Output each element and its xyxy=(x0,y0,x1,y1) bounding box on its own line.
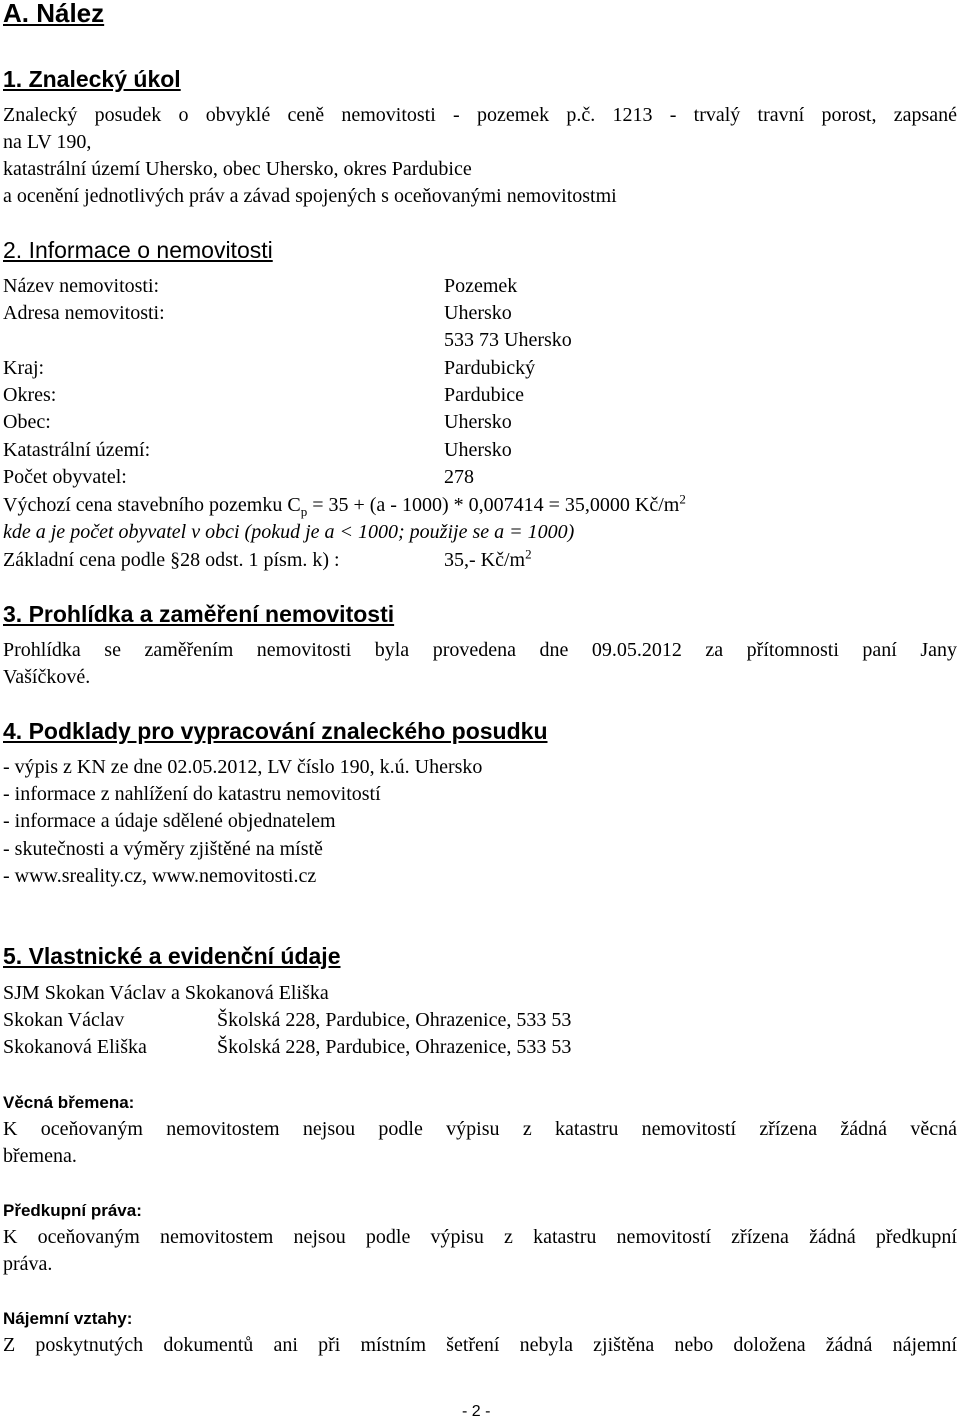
section-2-heading: 2. Informace o nemovitosti xyxy=(3,237,273,263)
preemption-line-1: K oceňovaným nemovitostem nejsou podle výpisu z katastru nemovitostí zřízena žádná předkupní xyxy=(3,1226,957,1248)
section-3-heading: 3. Prohlídka a zaměření nemovitosti xyxy=(3,601,395,627)
section-5-heading: 5. Vlastnické a evidenční údaje xyxy=(3,943,341,969)
preemption-line-2: práva. xyxy=(3,1253,53,1275)
section-4-heading: 4. Podklady pro vypracování znaleckého posudku xyxy=(3,718,548,744)
source-item: - výpis z KN ze dne 02.05.2012, LV číslo 190, k.ú. Uhersko xyxy=(3,756,483,778)
base-price-value: 35,- $Kč/m^2$ xyxy=(444,546,532,571)
info-value: Uhersko xyxy=(444,411,512,433)
lease-heading: Nájemní vztahy: xyxy=(3,1309,133,1328)
info-value: Pardubický xyxy=(444,357,536,379)
info-label: Počet obyvatel: xyxy=(3,466,127,488)
person-name: Skokanová Eliška xyxy=(3,1036,147,1058)
easements-heading: Věcná břemena: xyxy=(3,1093,135,1112)
info-label: Kraj: xyxy=(3,357,45,379)
info-value: Uhersko xyxy=(444,302,512,324)
source-item: - informace a údaje sdělené objednatelem xyxy=(3,810,336,832)
source-item: - www.sreality.cz, www.nemovitosti.cz xyxy=(3,865,317,887)
info-value: 278 xyxy=(444,466,474,488)
section-a-heading: A. Nález xyxy=(3,0,105,28)
owner-line: SJM Skokan Václav a Skokanová Eliška xyxy=(3,982,329,1004)
price-formula: Výchozí cena stavebního pozemku $C_p = 35 + (a - 1000) * 0,007414 = 35,0000$ $Kč/m^2$ xyxy=(3,491,686,519)
task-line-1: Znalecký posudek o obvyklé ceně nemovitosti - pozemek p.č. 1213 - trvalý travní porost, zapsané xyxy=(3,104,957,126)
section-1-heading: 1. Znalecký úkol xyxy=(3,66,181,92)
easements-line-2: břemena. xyxy=(3,1145,77,1167)
info-value: Uhersko xyxy=(444,439,512,461)
inspection-line-1: Prohlídka se zaměřením nemovitosti byla provedena dne 09.05.2012 za přítomnosti paní Jany xyxy=(3,639,957,661)
info-value: 533 73 Uhersko xyxy=(444,329,572,351)
info-label: Obec: xyxy=(3,411,51,433)
preemption-heading: Předkupní práva: xyxy=(3,1201,142,1220)
formula-note: kde a je počet obyvatel v obci (pokud je a < 1000; použije se a = 1000) xyxy=(3,521,575,543)
page-number: - 2 - xyxy=(462,1403,491,1420)
info-value: Pozemek xyxy=(444,275,518,297)
inspection-line-2: Vašíčkové. xyxy=(3,666,91,688)
info-label: Katastrální území: xyxy=(3,439,151,461)
info-value: Pardubice xyxy=(444,384,524,406)
base-price-label: Základní cena podle §28 odst. 1 písm. k) : xyxy=(3,549,340,571)
info-label: Název nemovitosti: xyxy=(3,275,160,297)
info-label: Adresa nemovitosti: xyxy=(3,302,165,324)
info-label: Okres: xyxy=(3,384,57,406)
person-name: Skokan Václav xyxy=(3,1009,125,1031)
source-item: - informace z nahlížení do katastru nemovitostí xyxy=(3,783,381,805)
source-item: - skutečnosti a výměry zjištěné na místě xyxy=(3,838,323,860)
easements-line-1: K oceňovaným nemovitostem nejsou podle výpisu z katastru nemovitostí zřízena žádná věcná xyxy=(3,1118,957,1140)
lease-line-1: Z poskytnutých dokumentů ani při místním šetření nebyla zjištěna nebo doložena žádná nájemní xyxy=(3,1334,957,1356)
task-line-2: na LV 190, xyxy=(3,131,92,153)
task-line-4: a ocenění jednotlivých práv a závad spojených s oceňovanými nemovitostmi xyxy=(3,185,617,207)
person-address: Školská 228, Pardubice, Ohrazenice, 533 53 xyxy=(217,1036,572,1058)
task-line-3: katastrální území Uhersko, obec Uhersko, okres Pardubice xyxy=(3,158,472,180)
person-address: Školská 228, Pardubice, Ohrazenice, 533 53 xyxy=(217,1009,572,1031)
